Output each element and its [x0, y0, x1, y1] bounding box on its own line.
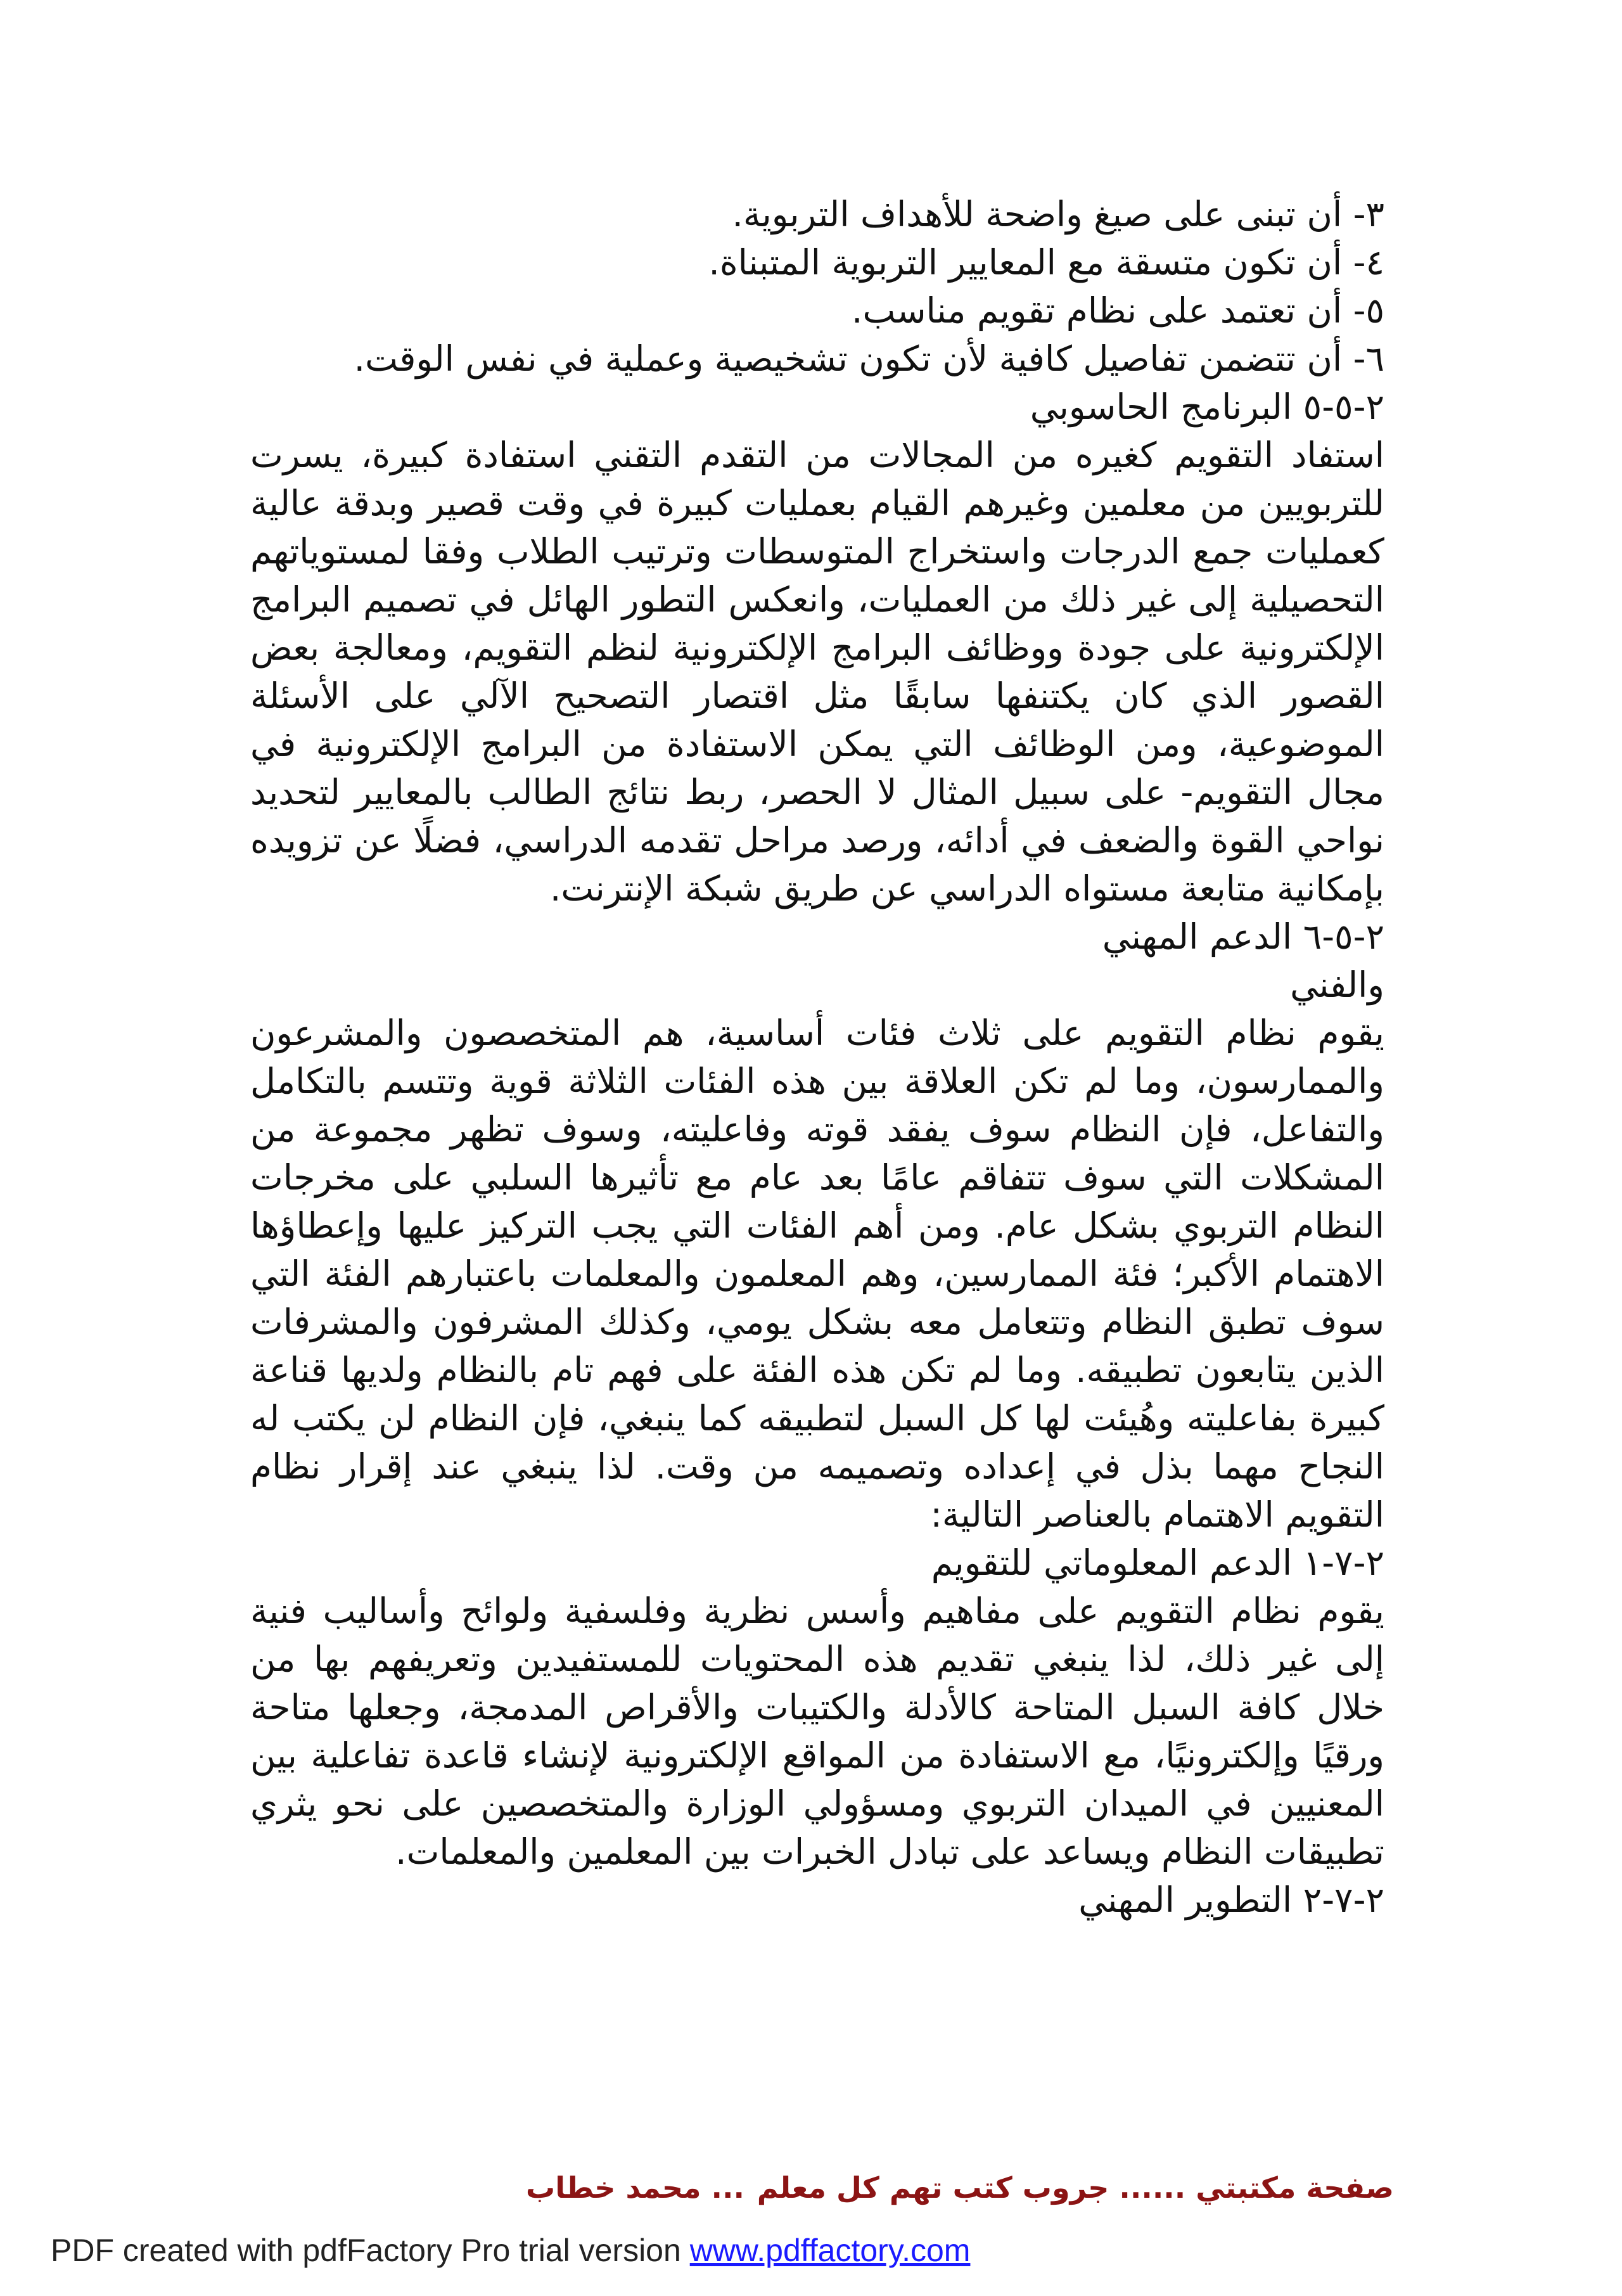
- section-heading-professional-development: ٢-٧-٢ التطوير المهني: [1078, 1880, 1384, 1920]
- paragraph-professional-support: يقوم نظام التقويم على ثلاث فئات أساسية، هم المتخصصون والمشرعون والممارسون، وما لم تكن العلاقة بين هذه الفئات الثلاثة قوية وتتسم بالتكامل والتفاعل، فإن النظام سوف يفقد قوته وفاعليته، وسوف تظهر مجموعة من المشكلات التي سوف تتفاقم عامًا بعد عام مع تأثيرها السلبي على مخرجات النظام التربوي بشكل عام. ومن أهم الفئات التي يجب التركيز عليها وإعطاؤها الاهتمام الأكبر؛ فئة الممارسين، وهم المعلمون والمعلمات باعتبارهم الفئة التي سوف تطبق النظام وتتعامل معه بشكل يومي، وكذلك المشرفون والمشرفات الذين يتابعون تطبيقه. وما لم تكن هذه الفئة على فهم تام بالنظام ولديها قناعة كبيرة بفاعليته وهُيئت لها كل السبل لتطبيقه كما ينبغي، فإن النظام لن يكتب له النجاح مهما بذل في إعداده وتصميمه من وقت. لذا ينبغي عند إقرار نظام التقويم الاهتمام بالعناصر التالية:: [250, 1013, 1384, 1535]
- page-footer: [482, 2171, 1394, 2215]
- list-item-4: ٤- أن تكون متسقة مع المعايير التربوية المتبناة.: [708, 242, 1384, 283]
- pdffactory-link[interactable]: www.pdffactory.com: [689, 2233, 971, 2268]
- section-heading-continuation: والفني: [1290, 965, 1384, 1005]
- list-item-6: ٦- أن تتضمن تفاصيل كافية لأن تكون تشخيصية وعملية في نفس الوقت.: [354, 338, 1384, 379]
- pdf-banner-text: PDF created with pdfFactory Pro trial version: [51, 2233, 690, 2268]
- paragraph-information-support: يقوم نظام التقويم على مفاهيم وأسس نظرية وفلسفية ولوائح وأساليب فنية إلى غير ذلك، لذا ينبغي تقديم هذه المحتويات للمستفيدين وتعريفهم بها من خلال كافة السبل المتاحة كالأدلة والكتيبات والأقراص المدمجة، وجعلها متاحة ورقيًا وإلكترونيًا، مع الاستفادة من المواقع الإلكترونية لإنشاء قاعدة تفاعلية بين المعنيين في الميدان التربوي ومسؤولي الوزارة والمتخصصين على نحو يثري تطبيقات النظام ويساعد على تبادل الخبرات بين المعلمين والمعلمات.: [250, 1591, 1384, 1872]
- pdf-watermark-banner: [51, 2232, 970, 2276]
- list-item-5: ٥- أن تعتمد على نظام تقويم مناسب.: [851, 290, 1384, 331]
- page-body: [250, 190, 1384, 1924]
- section-heading-professional-support: ٢-٥-٦ الدعم المهني: [1102, 916, 1384, 957]
- footer-author-text: ... محمد خطاب: [526, 2171, 744, 2205]
- list-item-3: ٣- أن تبنى على صيغ واضحة للأهداف التربوية.: [732, 194, 1384, 234]
- section-heading-information-support: ٢-٧-١ الدعم المعلوماتي للتقويم: [931, 1542, 1384, 1583]
- section-heading-computer-program: ٢-٥-٥ البرنامج الحاسوبي: [1030, 387, 1384, 427]
- paragraph-computer-program: استفاد التقويم كغيره من المجالات من التقدم التقني استفادة كبيرة، يسرت للتربويين من معلمين وغيرهم القيام بعمليات كبيرة في وقت قصير وبدقة عالية كعمليات جمع الدرجات واستخراج المتوسطات وترتيب الطلاب وفقا لمستوياتهم التحصيلية إلى غير ذلك من العمليات، وانعكس التطور الهائل في تصميم البرامج الإلكترونية على جودة ووظائف البرامج الإلكترونية لنظم التقويم، ومعالجة بعض القصور الذي كان يكتنفها سابقًا مثل اقتصار التصحيح الآلي على الأسئلة الموضوعية، ومن الوظائف التي يمكن الاستفادة من البرامج الإلكترونية في مجال التقويم- على سبيل المثال لا الحصر، ربط نتائج الطالب بالمعايير لتحديد نواحي القوة والضعف في أدائه، ورصد مراحل تقدمه الدراسي، فضلًا عن تزويده بإمكانية متابعة مستواه الدراسي عن طريق شبكة الإنترنت.: [250, 435, 1384, 909]
- footer-library-text: صفحة مكتبتي ...... جروب كتب تهم كل معلم: [757, 2171, 1394, 2205]
